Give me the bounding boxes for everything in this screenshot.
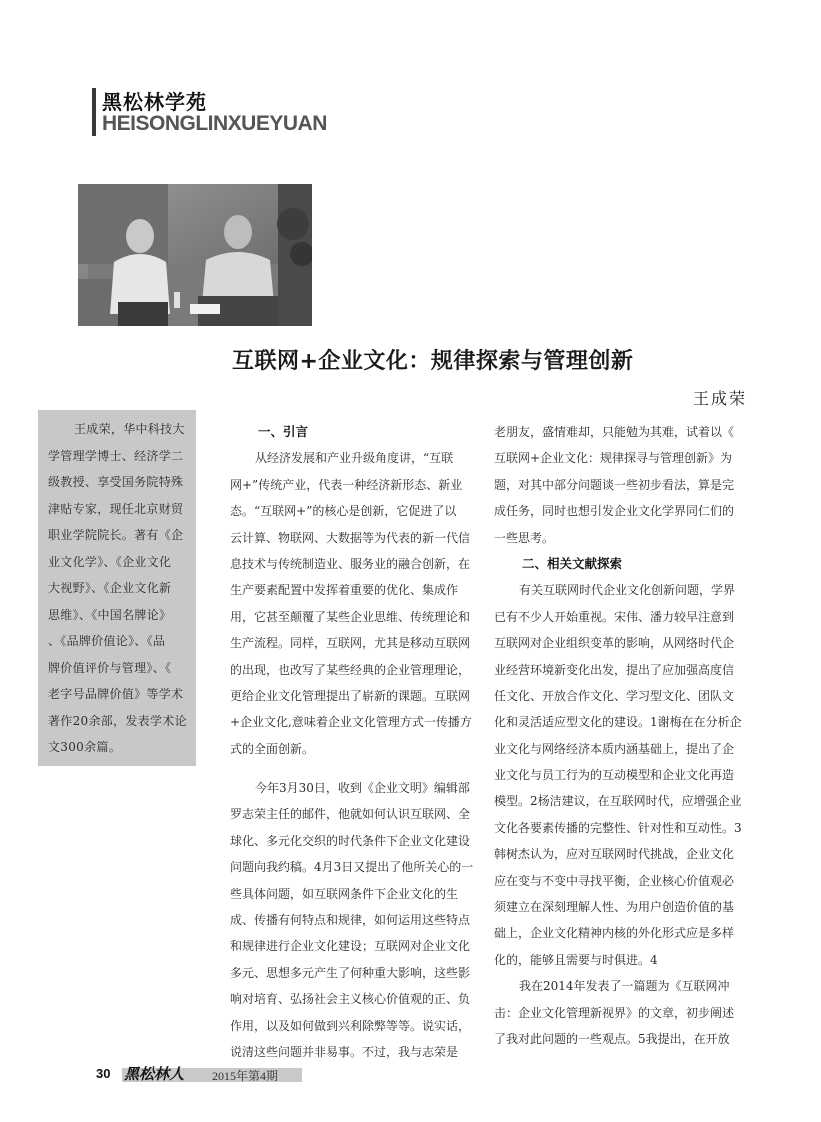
bio-line: 级教授、享受国务院特殊: [48, 475, 184, 489]
paragraph-line: 生产流程。同样，互联网，尤其是移动互联网: [230, 636, 471, 651]
paragraph-line: 说清这些问题并非易事。不过，我与志荣是: [230, 1044, 459, 1059]
paragraph-line: 化的，能够且需要与时俱进。4: [494, 952, 658, 967]
bio-line: 职业学院院长。著有《企: [48, 528, 184, 542]
paragraph-line: 业经营环境新变化出发，提出了应加强高度信: [494, 662, 735, 677]
paragraph-line: 我在2014年发表了一篇题为《互联网冲: [519, 979, 730, 994]
paragraph-line: 了我对此问题的一些观点。5我提出，在开放: [494, 1031, 730, 1046]
section-title-en: HEISONGLINXUEYUAN: [102, 112, 327, 135]
bio-line: 著作20余部，发表学术论: [48, 713, 187, 728]
paragraph-line: 和规律进行企业文化建设；互联网对企业文化: [230, 939, 471, 954]
paragraph-line: 今年3月30日，收到《企业文明》编辑部: [255, 781, 470, 796]
paragraph-line: +企业文化,意味着企业文化管理方式一传播方: [230, 715, 472, 730]
bio-line: 老字号品牌价值》等学术: [48, 687, 184, 701]
paragraph-line: 作用，以及如何做到兴利除弊等等。说实话，: [230, 1018, 471, 1033]
paragraph-line: 罗志荣主任的邮件，他就如何认识互联网、全: [230, 807, 471, 822]
paragraph-line: 业文化与网络经济本质内涵基础上，提出了企: [494, 741, 735, 756]
paragraph-line: 从经济发展和产业升级角度讲，“互联: [255, 451, 454, 466]
paragraph-line: 击：企业文化管理新视界》的文章，初步阐述: [494, 1005, 735, 1020]
author-bio-box: [38, 410, 196, 766]
paragraph-line: 须建立在深刻理解人性、为用户创造价值的基: [494, 900, 735, 915]
paragraph-line: 些具体问题，如互联网条件下企业文化的生: [230, 886, 459, 901]
paragraph-line: 础上，企业文化精神内核的外化形式应是多样: [494, 926, 735, 941]
paragraph-line: 多元、思想多元产生了何种重大影响，这些影: [230, 965, 471, 980]
paragraph-line: 已有不少人开始重视。宋伟、潘力较早注意到: [494, 609, 735, 624]
paragraph-line: 一些思考。: [494, 530, 555, 545]
section-heading-literature: 二、相关文献探索: [522, 555, 623, 571]
bio-line: 思维》、《中国名牌论》: [48, 607, 172, 622]
issue-label: 2015年第4期: [212, 1069, 279, 1083]
paragraph-line: 响对培育、弘扬社会主义核心价值观的正、负: [230, 992, 471, 1007]
article-title: 互联网+企业文化：规律探索与管理创新: [232, 349, 634, 374]
paragraph-line: 文化各要素传播的完整性、针对性和互动性。3: [494, 820, 742, 835]
paragraph-line: 成、传播有何特点和规律，如何运用这些特点: [230, 913, 471, 928]
paragraph-line: 互联网对企业组织变革的影响，从网络时代企: [494, 636, 735, 651]
bio-line: 学管理学博士、经济学二: [48, 448, 184, 463]
paragraph-line: 生产要素配置中发挥着重要的优化、集成作: [230, 583, 459, 598]
paragraph-line: 业文化与员工行为的互动模型和企业文化再造: [494, 768, 735, 783]
paragraph-line: 题，对其中部分问题谈一些初步看法，算是完: [494, 477, 735, 492]
paragraph-line: 老朋友，盛情难却，只能勉为其难，试着以《: [494, 425, 735, 439]
bio-line: 、《品牌价值论》、《品: [48, 634, 166, 648]
bio-line: 牌价值评价与管理》、《: [48, 660, 172, 675]
paragraph-gap: [230, 762, 482, 775]
paragraph-line: 用，它甚至颠覆了某些企业思维、传统理论和: [230, 609, 471, 624]
bio-line: 大视野》、《企业文化新: [48, 581, 172, 595]
bio-line: 业文化学》、《企业文化: [48, 554, 172, 569]
paragraph-line: 式的全面创新。: [230, 741, 315, 756]
bio-line: 王成荣，华中科技大: [74, 422, 185, 436]
paragraph-line: 问题向我约稿。4月3日又提出了他所关心的一: [230, 860, 474, 875]
bio-line: 文300余篇。: [48, 740, 122, 754]
page-number: 30: [96, 1066, 111, 1081]
section-title-cn: 黑松林学苑: [102, 90, 207, 114]
paragraph-line: 化和灵活适应型文化的建设。1谢梅在在分析企: [494, 715, 742, 730]
paragraph-line: 成任务，同时也想引发企业文化学界同仁们的: [494, 504, 735, 519]
paragraph-line: 有关互联网时代企业文化创新问题，学界: [519, 583, 736, 598]
magazine-brand: 黑松林人: [124, 1065, 185, 1083]
paragraph-line: 韩树杰认为，应对互联网时代挑战，企业文化: [494, 847, 735, 862]
section-heading-intro: 一、引言: [258, 424, 309, 439]
paragraph-line: 更给企业文化管理提出了崭新的课题。互联网: [230, 688, 471, 703]
paragraph-line: 态。“互联网+”的核心是创新，它促进了以: [230, 504, 457, 519]
paragraph-line: 息技术与传统制造业、服务业的融合创新，在: [230, 556, 471, 571]
author-photo: [78, 184, 312, 326]
header-accent-bar: [92, 88, 96, 136]
paragraph-line: 云计算、物联网、大数据等为代表的新一代信: [230, 530, 471, 545]
bio-line: 津贴专家，现任北京财贸: [48, 501, 184, 516]
paragraph-line: 球化、多元化交织的时代条件下企业文化建设: [230, 833, 471, 848]
body-column-left: [230, 419, 482, 1065]
body-column-right: [494, 419, 750, 1052]
paragraph-line: 模型。2杨洁建议，在互联网时代，应增强企业: [494, 794, 742, 809]
paragraph-line: 应在变与不变中寻找平衡，企业核心价值观必: [494, 873, 735, 888]
paragraph-line: 互联网+企业文化：规律探寻与管理创新》为: [494, 451, 733, 466]
article-author: 王成荣: [692, 389, 747, 408]
paragraph-line: 网+”传统产业，代表一种经济新形态、新业: [230, 477, 463, 492]
author-bio-text: [48, 416, 190, 761]
paragraph-line: 的出现，也改写了某些经典的企业管理理论，: [230, 662, 471, 677]
paragraph-line: 任文化、开放合作文化、学习型文化、团队文: [494, 688, 735, 703]
